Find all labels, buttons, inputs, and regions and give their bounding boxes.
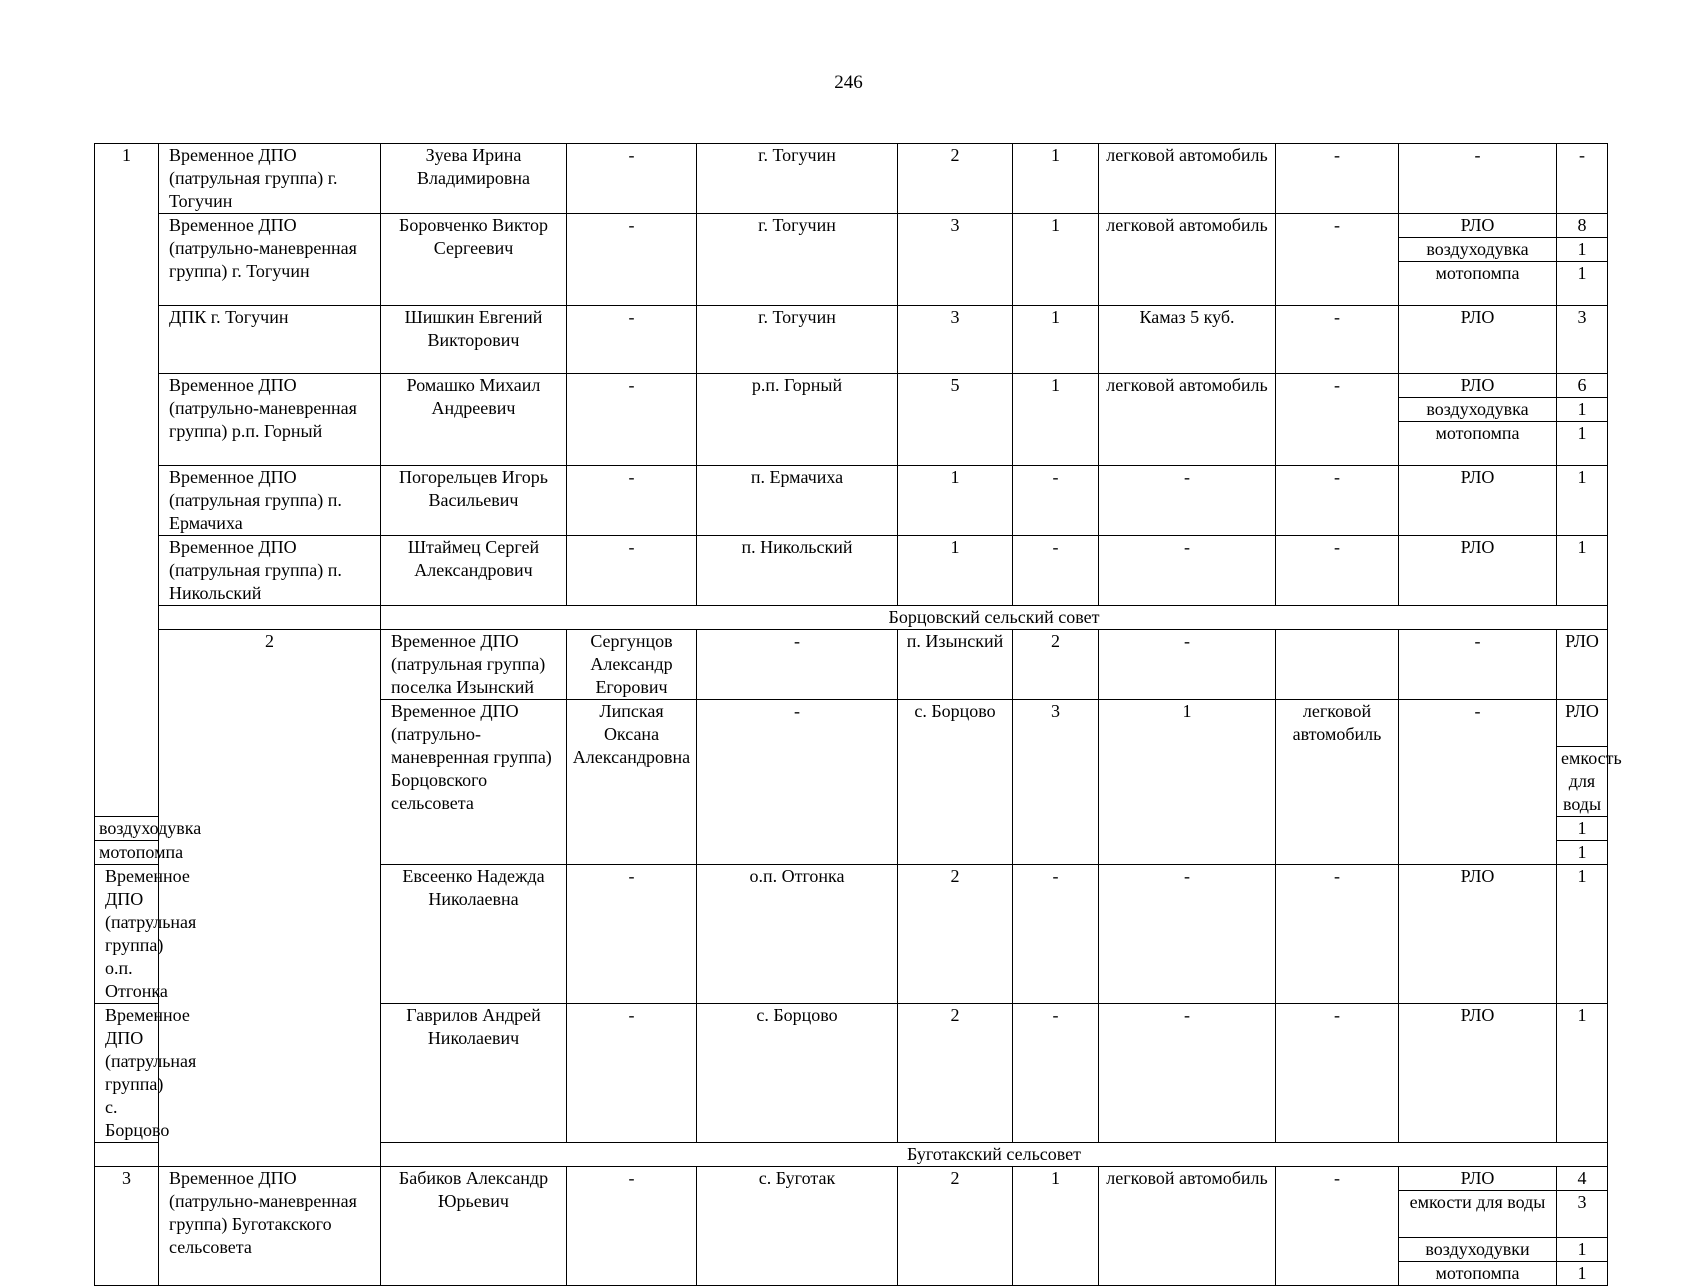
unit-name: Временное ДПО (патрульная группа) п. Ермачиха <box>159 466 381 536</box>
cell-dash: - <box>697 700 898 865</box>
cell-dash: - <box>697 630 898 700</box>
table-row <box>95 374 1608 398</box>
unit-name: Временное ДПО (патрульная группа) п. Никольский <box>159 536 381 606</box>
units-count: 1 <box>1013 1167 1099 1286</box>
section-spacer <box>159 606 381 630</box>
units-count: 1 <box>1099 700 1276 865</box>
row-number: 2 <box>159 630 381 1167</box>
vehicle: легковой автомобиль <box>1099 144 1276 214</box>
location: с. Буготак <box>697 1167 898 1286</box>
equipment-qty: 6 <box>1557 374 1608 398</box>
table-row <box>95 1167 1608 1191</box>
equipment-qty: 1 <box>1557 466 1608 536</box>
forces-table <box>94 143 1622 1286</box>
equipment-name: РЛО <box>1399 536 1557 606</box>
equipment-name: РЛО <box>1399 865 1557 1004</box>
units-count: - <box>1013 1004 1099 1143</box>
unit-name: Временное ДПО (патрульно-маневренная группа) Буготакского сельсовета <box>159 1167 381 1286</box>
equipment-name: - <box>1399 144 1557 214</box>
units-count: 1 <box>1013 144 1099 214</box>
section-row <box>95 606 1608 630</box>
people-count: 2 <box>1013 630 1099 700</box>
equipment-name: РЛО <box>1399 214 1557 238</box>
head-name: Евсеенко Надежда Николаевна <box>381 865 567 1004</box>
equipment-name: РЛО <box>1557 700 1608 747</box>
equipment-name: воздуходувки <box>1399 1238 1557 1262</box>
units-count: 1 <box>1013 374 1099 466</box>
people-count: 3 <box>898 306 1013 374</box>
people-count: 3 <box>1013 700 1099 865</box>
people-count: 2 <box>898 1167 1013 1286</box>
head-name: Ромашко Михаил Андреевич <box>381 374 567 466</box>
cell-dash: - <box>1276 536 1399 606</box>
equipment-qty: 1 <box>1557 1238 1608 1262</box>
units-count: - <box>1099 630 1276 700</box>
vehicle: - <box>1099 466 1276 536</box>
vehicle: легковой автомобиль <box>1099 1167 1276 1286</box>
section-heading: Борцовский сельский совет <box>381 606 1608 630</box>
equipment-name: мотопомпа <box>1399 1262 1557 1286</box>
location: п. Ермачиха <box>697 466 898 536</box>
cell-dash: - <box>567 466 697 536</box>
equipment-qty: 4 <box>1557 1167 1608 1191</box>
cell-dash: - <box>1399 700 1557 865</box>
row-number: 3 <box>95 1167 159 1286</box>
location: р.п. Горный <box>697 374 898 466</box>
head-name: Гаврилов Андрей Николаевич <box>381 1004 567 1143</box>
table-row <box>95 306 1608 374</box>
section-heading: Буготакский сельсовет <box>381 1143 1608 1167</box>
people-count: 2 <box>898 1004 1013 1143</box>
vehicle: - <box>1099 865 1276 1004</box>
table-row <box>95 536 1608 606</box>
equipment-name: мотопомпа <box>95 841 159 865</box>
people-count: 1 <box>898 536 1013 606</box>
equipment-qty: 3 <box>1557 1191 1608 1238</box>
equipment-name: воздуходувка <box>1399 398 1557 422</box>
cell-dash: - <box>567 306 697 374</box>
cell-dash: - <box>567 374 697 466</box>
units-count: - <box>1013 466 1099 536</box>
location: г. Тогучин <box>697 306 898 374</box>
equipment-qty: 1 <box>1557 1004 1608 1143</box>
vehicle: легковой автомобиль <box>1099 374 1276 466</box>
table-row <box>95 144 1608 214</box>
people-count: 5 <box>898 374 1013 466</box>
equipment-qty: 1 <box>1557 398 1608 422</box>
equipment-qty: 1 <box>1557 1262 1608 1286</box>
units-count: - <box>1013 865 1099 1004</box>
cell-dash: - <box>1276 1004 1399 1143</box>
equipment-name: РЛО <box>1399 374 1557 398</box>
equipment-name: РЛО <box>1399 306 1557 374</box>
units-count: - <box>1013 536 1099 606</box>
equipment-name: воздуходувка <box>1399 238 1557 262</box>
head-name: Сергунцов Александр Егорович <box>567 630 697 700</box>
equipment-name: воздуходувка <box>95 817 159 841</box>
equipment-qty: - <box>1557 144 1608 214</box>
unit-name: Временное ДПО (патрульная группа) поселка Изынский <box>381 630 567 700</box>
head-name: Липская Оксана Александровна <box>567 700 697 865</box>
equipment-name: РЛО <box>1399 466 1557 536</box>
unit-name: ДПК г. Тогучин <box>159 306 381 374</box>
people-count: 3 <box>898 214 1013 306</box>
equipment-qty: 3 <box>1557 306 1608 374</box>
equipment-qty: 1 <box>1557 841 1608 865</box>
row-number: 1 <box>95 144 159 817</box>
unit-name: Временное ДПО (патрульно-маневренная группа) р.п. Горный <box>159 374 381 466</box>
equipment-name: емкость для воды <box>1557 747 1608 817</box>
equipment-qty: 1 <box>1557 865 1608 1004</box>
equipment-name: мотопомпа <box>1399 262 1557 306</box>
cell-dash: - <box>567 536 697 606</box>
people-count: 2 <box>898 144 1013 214</box>
location: г. Тогучин <box>697 144 898 214</box>
cell-dash: - <box>1276 466 1399 536</box>
equipment-qty: 1 <box>1557 422 1608 466</box>
head-name: Зуева Ирина Владимировна <box>381 144 567 214</box>
vehicle: Камаз 5 куб. <box>1099 306 1276 374</box>
table-row <box>95 466 1608 536</box>
people-count: 2 <box>898 865 1013 1004</box>
vehicle: - <box>1099 536 1276 606</box>
table-row <box>95 630 1608 700</box>
unit-name: Временное ДПО (патрульная группа) с. Борцово <box>95 1004 159 1143</box>
unit-name: Временное ДПО (патрульно-маневренная группа) Борцовского сельсовета <box>381 700 567 865</box>
section-spacer <box>95 1143 159 1167</box>
equipment-name: мотопомпа <box>1399 422 1557 466</box>
cell-dash: - <box>567 1004 697 1143</box>
cell-dash: - <box>1276 144 1399 214</box>
unit-name: Временное ДПО (патрульная группа) о.п. Отгонка <box>95 865 159 1004</box>
vehicle: - <box>1099 1004 1276 1143</box>
location: п. Никольский <box>697 536 898 606</box>
people-count: 1 <box>898 466 1013 536</box>
cell-dash: - <box>1276 865 1399 1004</box>
cell-dash: - <box>1276 374 1399 466</box>
cell-dash: - <box>1399 630 1557 700</box>
location: с. Борцово <box>898 700 1013 865</box>
vehicle: легковой автомобиль <box>1099 214 1276 306</box>
vehicle <box>1276 630 1399 700</box>
equipment-name: емкости для воды <box>1399 1191 1557 1238</box>
head-name: Шишкин Евгений Викторович <box>381 306 567 374</box>
equipment-qty: 1 <box>1557 262 1608 306</box>
equipment-name: РЛО <box>1557 630 1608 700</box>
location: г. Тогучин <box>697 214 898 306</box>
cell-dash: - <box>567 1167 697 1286</box>
equipment-qty: 1 <box>1557 238 1608 262</box>
page-number: 246 <box>834 72 863 93</box>
head-name: Штаймец Сергей Александрович <box>381 536 567 606</box>
head-name: Боровченко Виктор Сергеевич <box>381 214 567 306</box>
cell-dash: - <box>567 214 697 306</box>
table-row <box>95 214 1608 238</box>
cell-dash: - <box>567 865 697 1004</box>
location: о.п. Отгонка <box>697 865 898 1004</box>
unit-name: Временное ДПО (патрульно-маневренная группа) г. Тогучин <box>159 214 381 306</box>
cell-dash: - <box>1276 214 1399 306</box>
units-count: 1 <box>1013 214 1099 306</box>
equipment-qty: 8 <box>1557 214 1608 238</box>
head-name: Погорельцев Игорь Васильевич <box>381 466 567 536</box>
cell-dash: - <box>567 144 697 214</box>
equipment-name: РЛО <box>1399 1004 1557 1143</box>
head-name: Бабиков Александр Юрьевич <box>381 1167 567 1286</box>
cell-dash: - <box>1276 306 1399 374</box>
location: с. Борцово <box>697 1004 898 1143</box>
equipment-qty: 1 <box>1557 536 1608 606</box>
equipment-name: РЛО <box>1399 1167 1557 1191</box>
vehicle: легковой автомобиль <box>1276 700 1399 865</box>
units-count: 1 <box>1013 306 1099 374</box>
unit-name: Временное ДПО (патрульная группа) г. Тогучин <box>159 144 381 214</box>
cell-dash: - <box>1276 1167 1399 1286</box>
location: п. Изынский <box>898 630 1013 700</box>
equipment-qty: 1 <box>1557 817 1608 841</box>
